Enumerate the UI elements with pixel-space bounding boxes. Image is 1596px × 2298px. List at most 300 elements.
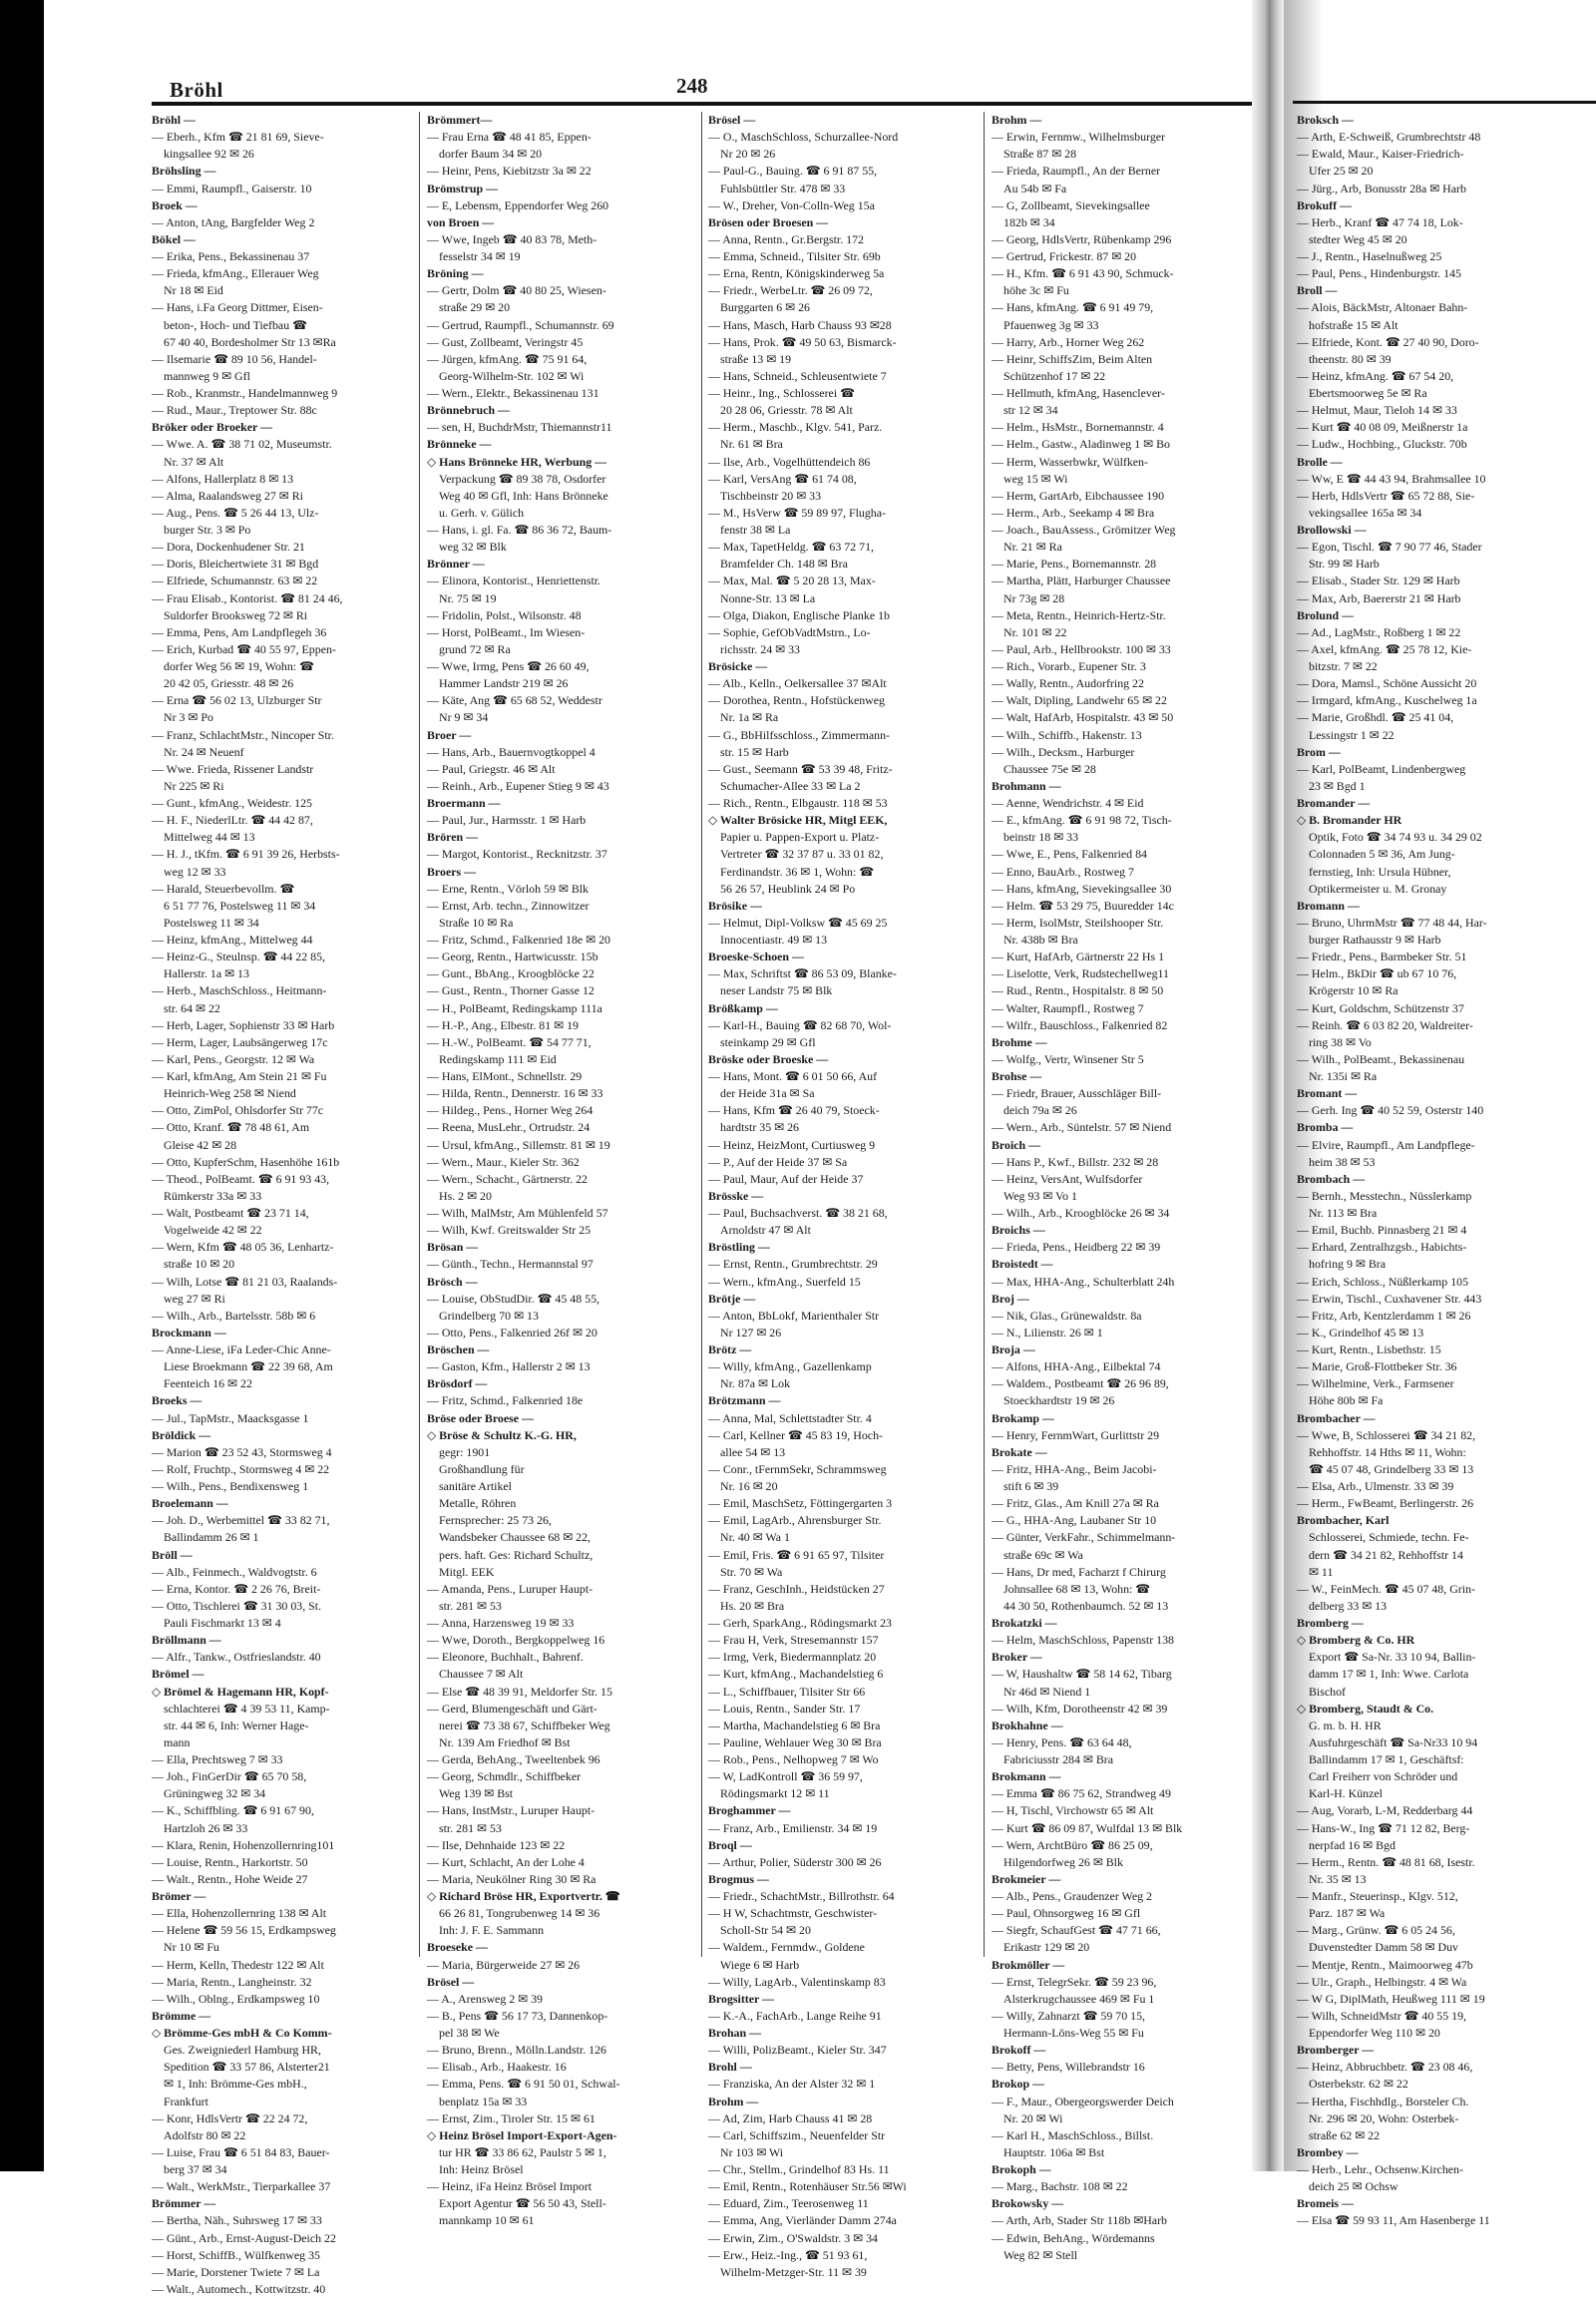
facing-page-header-rule [1293, 101, 1596, 104]
directory-entry-line: Brogmus — [708, 1871, 769, 1886]
directory-entry-line: Nr 9 ✉ 34 [439, 710, 489, 725]
directory-entry-line: Bröker oder Broeker — [152, 420, 272, 435]
directory-entry-line: 66 26 81, Tongrubenweg 14 ✉ 36 [439, 1906, 600, 1921]
directory-entry-line: Export ☎ Sa-Nr. 33 10 94, Ballin- [1309, 1650, 1476, 1665]
directory-entry-line: Broksch — [1297, 113, 1354, 127]
directory-entry-line: grund 72 ✉ Ra [439, 641, 511, 656]
directory-entry-line: — Irmgard, kfmAng., Kuschelweg 1a [1297, 693, 1477, 708]
directory-entry-line: Ballindamm 26 ✉ 1 [164, 1530, 259, 1545]
directory-entry-line: Bramfelder Ch. 148 ✉ Bra [720, 557, 848, 572]
directory-entry-line: — Else ☎ 48 39 91, Meldorfer Str. 15 [427, 1684, 612, 1699]
directory-entry-line: straße 69c ✉ Wa [1003, 1547, 1083, 1562]
directory-entry-line: — Georg, HdlsVertr, Rübenkamp 296 [992, 231, 1172, 246]
directory-entry-line: — Rich., Vorarb., Eupener Str. 3 [992, 659, 1146, 673]
directory-entry-line: Brötz — [708, 1342, 752, 1356]
directory-entry-line: — Kurt, HafArb, Gärtnerstr 22 Hs 1 [992, 950, 1165, 964]
directory-entry-line: — Rob., Kranmstr., Handelmannweg 9 [152, 386, 338, 400]
directory-entry-line: — Wilh, SchneidMstr ☎ 40 55 19, [1297, 2008, 1467, 2023]
directory-entry-line: — Wilh., Arb., Kroogblöcke 26 ✉ 34 [992, 1206, 1170, 1220]
directory-entry-line: Nr 127 ✉ 26 [720, 1325, 782, 1340]
directory-entry-line: — Hans, Schneid., Schleusentwiete 7 [708, 368, 887, 383]
directory-entry-line: Brohm — [708, 2094, 759, 2108]
directory-entry-line: pers. haft. Ges: Richard Schultz, [439, 1547, 594, 1562]
directory-entry-line: Carl Freiherr von Schröder und [1309, 1769, 1458, 1784]
directory-entry-line: — Hans-W., Ing ☎ 71 12 82, Berg- [1297, 1820, 1470, 1835]
directory-entry-line: — Anne-Liese, iFa Leder-Chic Anne- [152, 1342, 331, 1356]
directory-entry-line: Brombacher — [1297, 1410, 1376, 1425]
directory-entry-line: Spedition ☎ 33 57 86, Alsterter21 [164, 2060, 330, 2075]
directory-entry-line: — Ilsemarie ☎ 89 10 56, Handel- [152, 351, 317, 366]
directory-entry-line: — Rolf, Fruchtp., Stormsweg 4 ✉ 22 [152, 1461, 330, 1476]
directory-entry-line: — Luise, Frau ☎ 6 51 84 83, Bauer- [152, 2144, 330, 2159]
directory-entry-line: Mitgl. EEK [439, 1564, 495, 1579]
directory-entry-line: — Theod., PolBeamt. ☎ 6 91 93 43, [152, 1171, 330, 1186]
directory-entry-line: ◇ B. Bromander HR [1297, 813, 1402, 828]
directory-entry-line: — Hans, kfmAng, Sievekingsallee 30 [992, 881, 1172, 896]
directory-entry-line: — Bertha, Näh., Suhrsweg 17 ✉ 33 [152, 2213, 322, 2228]
directory-entry-line: — Otto, KupferSchm, Hasenhöhe 161b [152, 1154, 340, 1169]
directory-entry-line: — Wilh, Kfm, Dorotheenstr 42 ✉ 39 [992, 1701, 1168, 1716]
directory-entry-line: — Nik, Glas., Grünewaldstr. 8a [992, 1308, 1142, 1323]
directory-entry-line: Brößkamp — [708, 1000, 778, 1015]
directory-entry-line: — Reinh. ☎ 6 03 82 20, Waldreiter- [1297, 1017, 1473, 1032]
directory-entry-line: Nr 3 ✉ Po [164, 710, 213, 725]
directory-entry-line: Nr. 35 ✉ 13 [1309, 1871, 1367, 1886]
directory-entry-line: Brokowsky — [992, 2196, 1064, 2211]
directory-entry-line: Brokate — [992, 1444, 1047, 1459]
directory-entry-line: Nr 18 ✉ Eid [164, 283, 223, 298]
directory-entry-line: — Emma, Schneid., Tilsiter Str. 69b [708, 249, 881, 263]
directory-entry-line: — Erna, Rentn, Königskinderweg 5a [708, 266, 885, 281]
directory-entry-line: — Heinr, SchiffsZim, Beim Alten [992, 351, 1153, 366]
directory-entry-line: — Ww, E ☎ 44 43 94, Brahmsallee 10 [1297, 471, 1486, 486]
directory-entry-line: — Herb, HdlsVertr ☎ 65 72 88, Sie- [1297, 488, 1475, 503]
directory-entry-line: — Max, TapetHeldg. ☎ 63 72 71, [708, 540, 875, 555]
directory-entry-line: Brollowski — [1297, 523, 1367, 537]
directory-entry-line: — Paul, Maur, Auf der Heide 37 [708, 1171, 864, 1186]
directory-entry-line: Broll — [1297, 283, 1338, 298]
directory-entry-line: Hallerstr. 1a ✉ 13 [164, 966, 249, 981]
directory-entry-line: — Reena, MusLehr., Ortrudstr. 24 [427, 1120, 591, 1135]
directory-entry-line: Redingskamp 111 ✉ Eid [439, 1051, 557, 1066]
directory-entry-line: — Elsa ☎ 59 93 11, Am Hasenberge 11 [1297, 2213, 1490, 2228]
directory-entry-line: Suldorfer Brooksweg 72 ✉ Ri [164, 607, 308, 622]
directory-entry-line: Brömel — [152, 1667, 204, 1682]
directory-entry-line: — Heinr., Ing., Schlosserei ☎ [708, 386, 855, 400]
directory-entry-line: — Max, HHA-Ang., Schulterblatt 24h [992, 1274, 1175, 1289]
directory-entry-line: — Wwe, Ingeb ☎ 40 83 78, Meth- [427, 231, 598, 246]
directory-entry-line: Schützenhof 17 ✉ 22 [1003, 368, 1106, 383]
directory-entry-line: — Franziska, An der Alster 32 ✉ 1 [708, 2077, 876, 2092]
directory-entry-line: — Irmg, Verk, Biedermannplatz 20 [708, 1650, 877, 1665]
directory-entry-line: — Hans, Masch, Harb Chauss 93 ✉28 [708, 317, 892, 332]
directory-entry-line: — Sophie, GefObVadtMstrn., Lo- [708, 624, 871, 639]
directory-entry-line: — Fritz, Schmd., Falkenried 18e [427, 1393, 584, 1408]
directory-entry-line: Nr. 139 Am Friedhof ✉ Bst [439, 1734, 571, 1749]
directory-entry-line: Broek — [152, 197, 198, 212]
directory-entry-line: Inh: J. F. E. Sammann [439, 1923, 545, 1938]
directory-entry-line: — W, LadKontroll ☎ 36 59 97, [708, 1769, 863, 1784]
directory-entry-line: — Franz, GeschInh., Heidstücken 27 [708, 1581, 885, 1596]
directory-entry-line: — Hans P., Kwf., Billstr. 232 ✉ 28 [992, 1154, 1159, 1169]
directory-entry-line: hardtstr 35 ✉ 26 [720, 1120, 799, 1135]
directory-entry-line: — Heinz, kfmAng. ☎ 67 54 20, [1297, 368, 1454, 383]
directory-entry-line: — Erich, Schloss., Nüßlerkamp 105 [1297, 1274, 1469, 1289]
directory-entry-line: Nr. 1a ✉ Ra [720, 710, 779, 725]
directory-entry-line: Alsterkrugchaussee 469 ✉ Fu 1 [1003, 1991, 1155, 2006]
directory-entry-line: Weg 82 ✉ Stell [1003, 2247, 1078, 2262]
directory-entry-line: — Emma, Pens. ☎ 6 91 50 01, Schwal- [427, 2077, 620, 2092]
directory-entry-line: Wiege 6 ✉ Harb [720, 1957, 800, 1972]
directory-entry-line: — Frau H, Verk, Stresemannstr 157 [708, 1633, 879, 1648]
directory-entry-line: — Max, Arb, Baererstr 21 ✉ Harb [1297, 590, 1461, 605]
directory-entry-line: ◇ Hans Brönneke HR, Werbung — [427, 454, 607, 469]
directory-entry-line: — Herm., FwBeamt, Berlingerstr. 26 [1297, 1496, 1474, 1511]
directory-entry-line: — Herm., Arb., Seekamp 4 ✉ Bra [992, 505, 1155, 520]
directory-entry-line: Frankfurt [164, 2094, 208, 2108]
directory-entry-line: — Wilh, Lotse ☎ 81 21 03, Raalands- [152, 1274, 338, 1289]
directory-entry-line: — Gerh. Ing ☎ 40 52 59, Osterstr 140 [1297, 1103, 1484, 1118]
directory-entry-line: Erikastr 129 ✉ 20 [1003, 1940, 1090, 1955]
directory-entry-line: — Ilse, Dehnhaide 123 ✉ 22 [427, 1837, 566, 1852]
directory-entry-line: — Alfons, Hallerplatz 8 ✉ 13 [152, 471, 294, 486]
directory-entry-line: Bröstling — [708, 1240, 770, 1255]
directory-entry-line: — Wilh., Schiffb., Hakenstr. 13 [992, 727, 1142, 742]
directory-entry-line: — Hans, ElMont., Schnellstr. 29 [427, 1069, 583, 1083]
directory-entry-line: Großhandlung für [439, 1461, 525, 1476]
directory-entry-line: Nr 103 ✉ Wi [720, 2144, 784, 2159]
directory-entry-line: — Maria, Bürgerweide 27 ✉ 26 [427, 1957, 581, 1972]
directory-entry-line: Brolund — [1297, 607, 1354, 622]
directory-entry-line: — Ernst, Zim., Tiroler Str. 15 ✉ 61 [427, 2110, 596, 2125]
directory-entry-line: Wandsbeker Chaussee 68 ✉ 22, [439, 1530, 591, 1545]
directory-entry-line: weg 15 ✉ Wi [1003, 471, 1068, 486]
directory-entry-line: Str. 70 ✉ Wa [720, 1564, 783, 1579]
directory-entry-line: Ferdinandstr. 36 ✉ 1, Wohn: ☎ [720, 864, 875, 879]
directory-entry-line: Brönner — [427, 557, 485, 572]
directory-entry-line: Scholl-Str 54 ✉ 20 [720, 1923, 811, 1938]
directory-entry-line: — G., HHA-Ang, Laubaner Str 10 [992, 1513, 1157, 1528]
directory-entry-line: Schlosserei, Schmiede, techn. Fe- [1309, 1530, 1469, 1545]
directory-entry-line: schlachterei ☎ 4 39 53 11, Kamp- [164, 1701, 330, 1716]
directory-entry-line: — Herm, IsolMstr, Steilshooper Str. [992, 915, 1164, 930]
directory-entry-line: Straße 87 ✉ 28 [1003, 147, 1077, 162]
directory-entry-line: — Elisab., Arb., Haakestr. 16 [427, 2060, 567, 2075]
directory-entry-line: Nr. 75 ✉ 19 [439, 590, 497, 605]
directory-entry-line: — Wern., Elektr., Bekassinenau 131 [427, 386, 599, 400]
directory-entry-line: von Broen — [427, 214, 495, 229]
directory-entry-line: — M., HsVerw ☎ 59 89 97, Flugha- [708, 505, 886, 520]
directory-entry-line: — Karl, Pens., Georgstr. 12 ✉ Wa [152, 1051, 315, 1066]
directory-entry-line: — Gerda, BehAng., Tweeltenbek 96 [427, 1752, 600, 1766]
directory-entry-line: Brötje — [708, 1291, 756, 1306]
directory-entry-line: Schumacher-Allee 33 ✉ La 2 [720, 778, 861, 793]
directory-entry-line: — Ewald, Maur., Kaiser-Friedrich- [1297, 147, 1464, 162]
running-head-keyword: Bröhl [170, 78, 223, 102]
column-divider [419, 112, 420, 1957]
directory-entry-line: Brokmann — [992, 1769, 1061, 1784]
directory-entry-line: — Marie, Dorstener Twiete 7 ✉ La [152, 2264, 320, 2279]
directory-entry-line: — Jürg., Arb, Bonusstr 28a ✉ Harb [1297, 181, 1466, 195]
directory-entry-line: — Erika, Pens., Bekassinenau 37 [152, 249, 310, 263]
directory-entry-line: — Ilse, Arb., Vogelhüttendeich 86 [708, 454, 871, 469]
directory-entry-line: — Kurt, Goldschm, Schützenstr 37 [1297, 1000, 1464, 1015]
directory-entry-line: Hartzloh 26 ✉ 33 [164, 1820, 248, 1835]
directory-entry-line: — Paul, Arb., Hellbrookstr. 100 ✉ 33 [992, 641, 1171, 656]
directory-entry-line: — Rich., Rentn., Elbgaustr. 118 ✉ 53 [708, 796, 888, 810]
directory-entry-line: Wilhelm-Metzger-Str. 11 ✉ 39 [720, 2264, 867, 2279]
directory-entry-line: — Alb., Kelln., Oelkersallee 37 ✉Alt [708, 676, 887, 691]
directory-entry-line: — Paul, Griegstr. 46 ✉ Alt [427, 761, 556, 776]
directory-entry-line: Broistedt — [992, 1257, 1053, 1272]
directory-entry-line: — Wwe, E., Pens, Falkenried 84 [992, 847, 1147, 862]
directory-entry-line: — Erhard, Zentralhzgsb., Habichts- [1297, 1240, 1467, 1255]
directory-entry-line: Brösel — [427, 1974, 475, 1989]
directory-entry-line: — Harald, Steuerbevollm. ☎ [152, 881, 295, 896]
directory-entry-line: Brohmann — [992, 778, 1061, 793]
directory-entry-line: — Wern., Schacht., Gärtnerstr. 22 [427, 1171, 588, 1186]
directory-entry-line: Brösen oder Broesen — [708, 214, 829, 229]
directory-entry-line: — O., MaschSchloss, Schurzallee-Nord [708, 130, 899, 145]
directory-entry-line: — Friedr., Pens., Barmbeker Str. 51 [1297, 950, 1467, 964]
directory-entry-line: — Bruno, Brenn., Mölln.Landstr. 126 [427, 2043, 607, 2058]
directory-entry-line: — Arth, E-Schweiß, Grumbrechtstr 48 [1297, 130, 1481, 145]
directory-entry-line: — Konr, HdlsVertr ☎ 22 24 72, [152, 2110, 308, 2125]
directory-entry-line: 20 42 05, Griesstr. 48 ✉ 26 [164, 676, 294, 691]
directory-entry-line: hofring 9 ✉ Bra [1309, 1257, 1386, 1272]
directory-entry-line: — Max, Schriftst ☎ 86 53 09, Blanke- [708, 966, 897, 981]
directory-column-4 [992, 112, 1253, 2264]
directory-entry-line: ◇ Brömme-Ges mbH & Co Komm- [152, 2026, 332, 2040]
directory-entry-line: — Eberh., Kfm ☎ 21 81 69, Sieve- [152, 130, 324, 145]
directory-entry-line: beinstr 18 ✉ 33 [1003, 830, 1079, 845]
directory-entry-line: — Egon, Tischl. ☎ 7 90 77 46, Stader [1297, 540, 1482, 555]
directory-entry-line: Nonne-Str. 13 ✉ La [720, 590, 816, 605]
directory-entry-line: 23 ✉ Bgd 1 [1309, 778, 1366, 793]
directory-entry-line: — Günth., Techn., Hermannstal 97 [427, 1257, 594, 1272]
directory-entry-line: fesselstr 34 ✉ 19 [439, 249, 521, 263]
directory-entry-line: — Wilh, Kwf. Greitswalder Str 25 [427, 1223, 592, 1238]
directory-entry-line: — Frau Elisab., Kontorist. ☎ 81 24 46, [152, 590, 343, 605]
page-gutter [1252, 0, 1284, 2171]
directory-entry-line: Brolle — [1297, 454, 1343, 469]
directory-entry-line: — L., Schiffbauer, Tilsiter Str 66 [708, 1684, 866, 1699]
directory-entry-line: heim 38 ✉ 53 [1309, 1154, 1376, 1169]
directory-entry-line: — Wally, Rentn., Audorfring 22 [992, 676, 1144, 691]
directory-entry-line: Brömer — [152, 1889, 206, 1903]
directory-entry-line: Nr. 40 ✉ Wa 1 [720, 1530, 790, 1545]
directory-entry-line: — Wern., kfmAng., Suerfeld 15 [708, 1274, 861, 1289]
directory-entry-line: Brösdorf — [427, 1376, 488, 1391]
directory-column-5-facing-page [1297, 112, 1590, 2230]
directory-entry-line: str. 44 ✉ 6, Inh: Werner Hage- [164, 1718, 309, 1732]
directory-entry-line: — Erna, Kontor. ☎ 2 26 76, Breit- [152, 1581, 321, 1596]
directory-entry-line: Heinrich-Weg 258 ✉ Niend [164, 1086, 296, 1101]
directory-entry-line: Bromann — [1297, 898, 1360, 913]
directory-entry-line: mannweg 9 ✉ Gfl [164, 368, 250, 383]
directory-entry-line: — Hans, InstMstr., Luruper Haupt- [427, 1803, 596, 1818]
directory-entry-line: Stoeckhardtstr 19 ✉ 26 [1003, 1393, 1115, 1408]
directory-entry-line: — Friedr., WerbeLtr. ☎ 26 09 72, [708, 283, 873, 298]
directory-entry-line: Bischof [1309, 1684, 1346, 1699]
directory-entry-line: — H., PolBeamt, Redingskamp 111a [427, 1000, 602, 1015]
directory-entry-line: — Walt, Dipling, Landwehr 65 ✉ 22 [992, 693, 1167, 708]
directory-entry-line: — Walter, Raumpfl., Rostweg 7 [992, 1000, 1144, 1015]
directory-entry-line: theenstr. 80 ✉ 39 [1309, 351, 1392, 366]
directory-entry-line: Nr. 24 ✉ Neuenf [164, 744, 244, 759]
directory-entry-line: — Wwe, Irmg, Pens ☎ 26 60 49, [427, 659, 590, 673]
directory-entry-line: — sen, H, BuchdrMstr, Thiemannstr11 [427, 420, 612, 435]
directory-entry-line: — Ulr., Graph., Helbingstr. 4 ✉ Wa [1297, 1974, 1467, 1989]
directory-entry-line: — Anna, Mal, Schlettstadter Str. 4 [708, 1410, 872, 1425]
directory-entry-line: — Conr., tFernmSekr, Schrammsweg [708, 1461, 887, 1476]
directory-entry-line: — Emma, Ang, Vierländer Damm 274a [708, 2213, 897, 2228]
directory-entry-line: — Anna, Rentn., Gr.Bergstr. 172 [708, 231, 865, 246]
directory-entry-line: — Anton, BbLokf, Marienthaler Str [708, 1308, 880, 1323]
directory-entry-line: — Wwe, Doroth., Bergkoppelweg 16 [427, 1633, 605, 1648]
directory-entry-line: Broker — [992, 1650, 1042, 1665]
directory-entry-line: — Gust., Rentn., Thorner Gasse 12 [427, 983, 595, 998]
directory-entry-line: Bromberg — [1297, 1616, 1364, 1630]
directory-entry-line: Mittelweg 44 ✉ 13 [164, 830, 255, 845]
directory-entry-line: — Karl-H., Bauing ☎ 82 68 70, Wol- [708, 1017, 892, 1032]
directory-entry-line: — Herm, GartArb, Eibchaussee 190 [992, 488, 1165, 503]
directory-entry-line: — Hertha, Fischhdlg., Borsteler Ch. [1297, 2094, 1469, 2108]
directory-entry-line: — Edwin, BehAng., Wördemanns [992, 2230, 1155, 2245]
directory-entry-line: ◇ Bröse & Schultz K.-G. HR, [427, 1427, 577, 1442]
directory-entry-line: — Gaston, Kfm., Hallerstr 2 ✉ 13 [427, 1359, 591, 1374]
directory-entry-line: Brokamp — [992, 1410, 1054, 1425]
directory-entry-line: — Pauline, Wehlauer Weg 30 ✉ Bra [708, 1734, 882, 1749]
directory-entry-line: Bröske oder Broeske — [708, 1051, 829, 1066]
directory-entry-line: — Friedr., SchachtMstr., Billrothstr. 64 [708, 1889, 895, 1903]
directory-entry-line: — Harry, Arb., Horner Weg 262 [992, 334, 1145, 349]
directory-entry-line: — K.-A., FachArb., Lange Reihe 91 [708, 2008, 882, 2023]
directory-entry-line: 182b ✉ 34 [1003, 214, 1055, 229]
directory-entry-line: Broja — [992, 1342, 1035, 1356]
directory-entry-line: — Herb., Lehr., Ochsenw.Kirchen- [1297, 2162, 1463, 2176]
directory-entry-line: Brösicke — [708, 659, 768, 673]
directory-entry-line: Gleise 42 ✉ 28 [164, 1137, 237, 1152]
directory-entry-line: neser Landstr 75 ✉ Blk [720, 983, 833, 998]
directory-column-1 [152, 112, 413, 2298]
directory-entry-line: hofstraße 15 ✉ Alt [1309, 317, 1398, 332]
directory-entry-line: — Emil, Rentn., Rotenhäuser Str.56 ✉Wi [708, 2179, 907, 2194]
directory-entry-line: — Chr., Stellm., Grindelhof 83 Hs. 11 [708, 2162, 890, 2176]
directory-entry-line: — Karl, kfmAng, Am Stein 21 ✉ Fu [152, 1069, 327, 1083]
directory-entry-line: — N., Lilienstr. 26 ✉ 1 [992, 1325, 1103, 1340]
directory-entry-line: — Rob., Pens., Nelhopweg 7 ✉ Wo [708, 1752, 879, 1766]
directory-entry-line: Bromba — [1297, 1120, 1354, 1135]
directory-entry-line: Hilgendorfweg 26 ✉ Blk [1003, 1854, 1123, 1869]
directory-entry-line: Brömstrup — [427, 181, 499, 195]
directory-entry-line: gegr: 1901 [439, 1444, 491, 1459]
directory-entry-line: Bröllmann — [152, 1633, 221, 1648]
directory-entry-line: — Kurt, Rentn., Lisbethstr. 15 [1297, 1342, 1441, 1356]
directory-entry-line: Broeks — [152, 1393, 202, 1408]
directory-entry-line: Nr. 135i ✉ Ra [1309, 1069, 1378, 1083]
directory-entry-line: Fuhlsbüttler Str. 478 ✉ 33 [720, 181, 846, 195]
directory-entry-line: Str. 99 ✉ Harb [1309, 557, 1380, 572]
directory-entry-line: — Heinr, Pens, Kiebitzstr 3a ✉ 22 [427, 164, 592, 179]
directory-entry-line: Nr. 438b ✉ Bra [1003, 933, 1078, 947]
directory-entry-line: — Helm., BkDir ☎ ub 67 10 76, [1297, 966, 1457, 981]
directory-entry-line: Lessingstr 1 ✉ 22 [1309, 727, 1395, 742]
directory-entry-line: — Marie, Pens., Bornemannstr. 28 [992, 557, 1157, 572]
directory-entry-line: — Fritz, Arb, Kentzlerdamm 1 ✉ 26 [1297, 1308, 1471, 1323]
directory-entry-line: — Otto, ZimPol, Ohlsdorfer Str 77c [152, 1103, 324, 1118]
directory-entry-line: — Herm, Wasserbwkr, Wülfken- [992, 454, 1148, 469]
directory-entry-line: — Jürgen, kfmAng. ☎ 75 91 64, [427, 351, 588, 366]
directory-entry-line: — Klara, Renin, Hohenzollernring101 [152, 1837, 335, 1852]
directory-entry-line: — Erw., Heiz.-Ing., ☎ 51 93 61, [708, 2247, 868, 2262]
directory-entry-line: — Fritz, Glas., Am Knill 27a ✉ Ra [992, 1496, 1159, 1511]
directory-entry-line: — Arthur, Polier, Süderstr 300 ✉ 26 [708, 1854, 882, 1869]
directory-entry-line: — Ella, Hohenzollernring 138 ✉ Alt [152, 1906, 327, 1921]
directory-entry-line: — Heinz, Abbruchbetr. ☎ 23 08 46, [1297, 2060, 1473, 2075]
directory-entry-line: Weg 93 ✉ Vo 1 [1003, 1188, 1077, 1203]
directory-entry-line: — Georg, Schmdlr., Schiffbeker [427, 1769, 582, 1784]
directory-entry-line: — F., Maur., Obergeorgswerder Deich [992, 2094, 1174, 2108]
directory-entry-line: — Hans, Prok. ☎ 49 50 63, Bismarck- [708, 334, 897, 349]
directory-entry-line: — H W, Schachtmstr, Geschwister- [708, 1906, 878, 1921]
directory-entry-line: — Maria, Neukölner Ring 30 ✉ Ra [427, 1871, 597, 1886]
directory-entry-line: beton-, Hoch- und Tiefbau ☎ [164, 317, 307, 332]
directory-entry-line: — Amanda, Pens., Luruper Haupt- [427, 1581, 594, 1596]
directory-entry-line: Brokuff — [1297, 197, 1352, 212]
directory-entry-line: — Walt, Postbeamt ☎ 23 71 14, [152, 1206, 309, 1220]
directory-entry-line: — Aug, Vorarb, L-M, Redderbarg 44 [1297, 1803, 1473, 1818]
directory-entry-line: Colonnaden 5 ✉ 36, Am Jung- [1309, 847, 1455, 862]
directory-entry-line: — Gunt., BbAng., Kroogblöcke 22 [427, 966, 595, 981]
directory-entry-line: — Walt, HafArb, Hospitalstr. 43 ✉ 50 [992, 710, 1174, 725]
directory-entry-line: Karl-H. Künzel [1309, 1786, 1383, 1801]
directory-entry-line: — B., Pens ☎ 56 17 73, Dannenkop- [427, 2008, 608, 2023]
directory-entry-line: Nr. 20 ✉ Wi [1003, 2110, 1063, 2125]
directory-entry-line: — Ad, Zim, Harb Chauss 41 ✉ 28 [708, 2110, 873, 2125]
directory-entry-line: Fernsprecher: 25 73 26, [439, 1513, 552, 1528]
directory-entry-line: Nr. 296 ✉ 20, Wohn: Osterbek- [1309, 2110, 1459, 2125]
directory-entry-line: — Kurt, kfmAng., Machandelstieg 6 [708, 1667, 884, 1682]
column-divider [701, 112, 702, 1957]
directory-entry-line: — Henry, Pens. ☎ 63 64 48, [992, 1734, 1132, 1749]
directory-entry-line: — Helm., Gastw., Aladinweg 1 ✉ Bo [992, 437, 1170, 452]
directory-entry-line: — Henry, FernmWart, Gurlittstr 29 [992, 1427, 1160, 1442]
directory-column-2 [427, 112, 696, 2230]
directory-entry-line: — Otto, Pens., Falkenried 26f ✉ 20 [427, 1325, 598, 1340]
directory-entry-line: Pfauenweg 3g ✉ 33 [1003, 317, 1099, 332]
directory-entry-line: — Gust., Seemann ☎ 53 39 48, Fritz- [708, 761, 893, 776]
directory-entry-line: — Walt., WerkMstr., Tierparkallee 37 [152, 2179, 331, 2194]
directory-entry-line: — Paul-G., Bauing. ☎ 6 91 87 55, [708, 164, 878, 179]
directory-entry-line: — Frau Erna ☎ 48 41 85, Eppen- [427, 130, 592, 145]
directory-entry-line: — Aenne, Wendrichstr. 4 ✉ Eid [992, 796, 1144, 810]
directory-entry-line: — Paul, Buchsachverst. ☎ 38 21 68, [708, 1206, 888, 1220]
directory-entry-line: str. 281 ✉ 53 [439, 1820, 502, 1835]
directory-entry-line: — Fridolin, Polst., Wilsonstr. 48 [427, 607, 582, 622]
directory-entry-line: ☎ 45 07 48, Grindelberg 33 ✉ 13 [1309, 1461, 1474, 1476]
directory-entry-line: Hermann-Löns-Weg 55 ✉ Fu [1003, 2026, 1144, 2040]
directory-entry-line: str. 281 ✉ 53 [439, 1598, 502, 1613]
directory-entry-line: Brockmann — [152, 1325, 226, 1340]
directory-entry-line: — Wilh., Decksm., Harburger [992, 744, 1135, 759]
directory-entry-line: — Maria, Rentn., Langheinstr. 32 [152, 1974, 312, 1989]
directory-entry-line: — Emil, Buchb. Pinnasberg 21 ✉ 4 [1297, 1223, 1467, 1238]
directory-entry-line: — Alois, BäckMstr, Altonaer Bahn- [1297, 300, 1468, 315]
directory-entry-line: — Herm, Kelln, Thedestr 122 ✉ Alt [152, 1957, 324, 1972]
directory-entry-line: — Willy, kfmAng., Gazellenkamp [708, 1359, 872, 1374]
directory-entry-line: Bröhl — [152, 113, 196, 127]
